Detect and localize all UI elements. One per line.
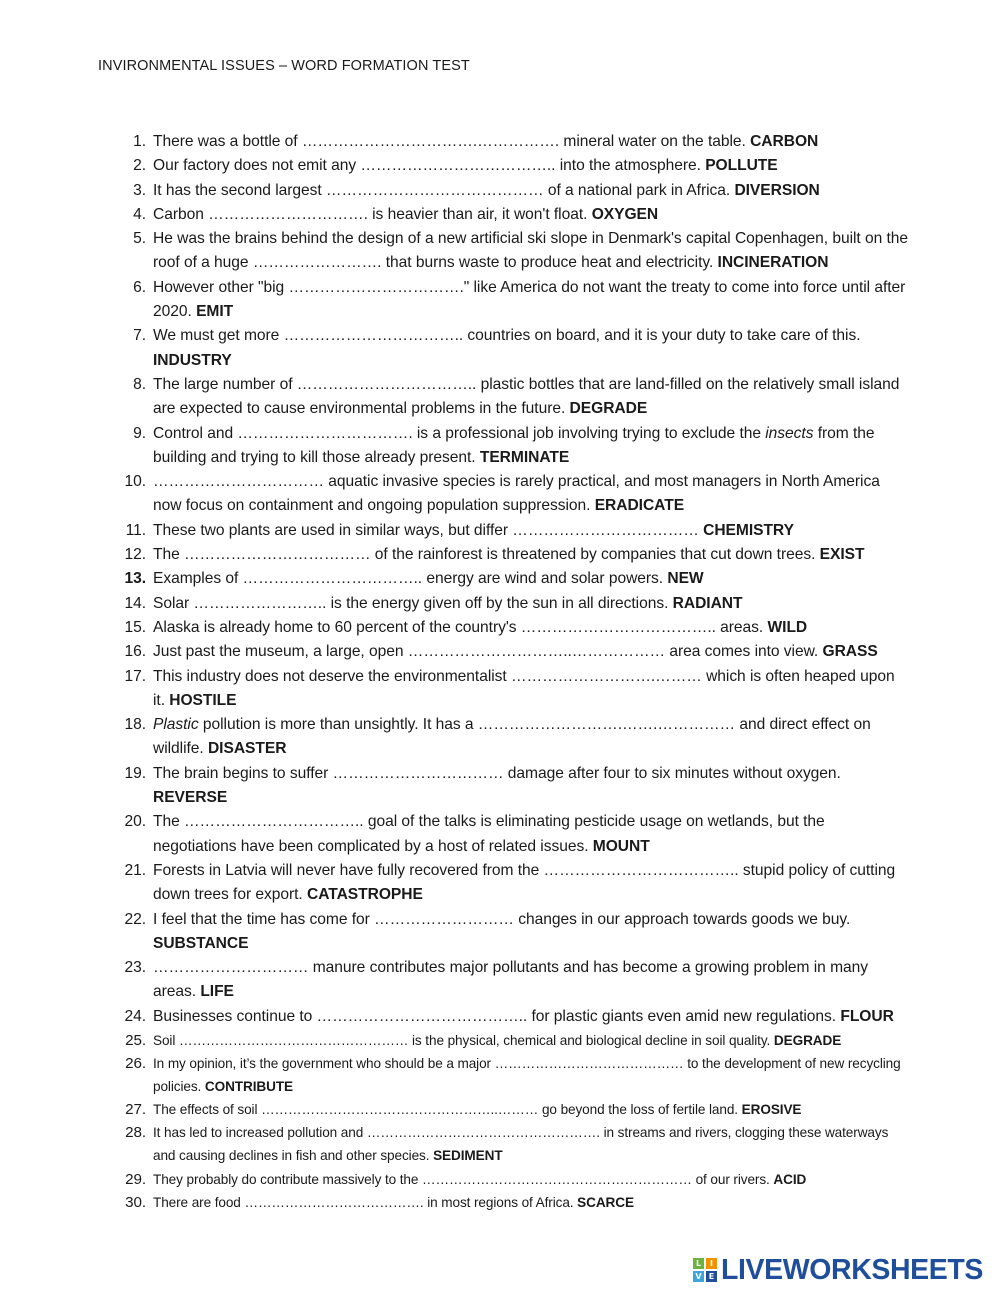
question-item bbox=[120, 859, 910, 908]
question-item bbox=[120, 324, 910, 373]
question-list bbox=[120, 130, 910, 1214]
question-item bbox=[120, 810, 910, 859]
question-keyword: GRASS bbox=[822, 643, 878, 661]
question-keyword: FLOUR bbox=[840, 1007, 894, 1025]
question-text: Our factory does not emit any ……………………………….. into the atmosphere. bbox=[153, 157, 706, 175]
question-number: 20. bbox=[124, 813, 146, 831]
question-number: 28. bbox=[125, 1124, 146, 1142]
question-text: pollution is more than unsightly. It has a ……………………….…….…………… and direct effect on wildlife. bbox=[153, 716, 871, 758]
question-number: 19. bbox=[124, 764, 146, 782]
question-number: 14. bbox=[124, 594, 146, 612]
question-text: They probably do contribute massively to the …………………………………………………… of our rivers. bbox=[153, 1171, 774, 1187]
question-text: He was the brains behind the design of a new artificial ski slope in Denmark's capital Copenhagen, built on the roof of a huge ……………………. that burns waste to produce heat and electricity. bbox=[153, 230, 909, 272]
question-number: 7. bbox=[133, 327, 146, 345]
question-italic-word: Plastic bbox=[153, 716, 199, 734]
question-number: 11. bbox=[125, 521, 146, 539]
question-item bbox=[120, 567, 910, 591]
question-keyword: DEGRADE bbox=[569, 400, 648, 418]
question-text: There are food …………………………………. in most regions of Africa. bbox=[153, 1194, 578, 1210]
question-number: 29. bbox=[125, 1170, 146, 1188]
question-item bbox=[120, 908, 910, 957]
question-item bbox=[120, 203, 910, 227]
question-number: 3. bbox=[133, 181, 146, 199]
question-text: Businesses continue to ………………………………….. for plastic giants even amid new regulations. bbox=[153, 1007, 841, 1025]
question-text: Just past the museum, a large, open …………………………..……………… area comes into view. bbox=[153, 643, 823, 661]
question-item bbox=[120, 640, 910, 664]
question-number: 15. bbox=[124, 618, 146, 636]
logo-mark-letter: V bbox=[693, 1271, 704, 1282]
question-text: There was a bottle of …………………………….……………. mineral water on the table. bbox=[153, 133, 751, 150]
question-item bbox=[120, 713, 910, 762]
question-item bbox=[120, 592, 910, 616]
question-item bbox=[120, 1005, 910, 1029]
question-keyword: REVERSE bbox=[153, 789, 228, 807]
question-text: Carbon …………………………. is heavier than air, it won't float. bbox=[153, 205, 592, 223]
question-text: Alaska is already home to 60 percent of the country's ……………………………….. areas. bbox=[153, 618, 768, 636]
question-keyword: INCINERATION bbox=[717, 254, 829, 272]
question-keyword: DISASTER bbox=[207, 740, 287, 758]
question-keyword: OXYGEN bbox=[591, 205, 659, 223]
question-item bbox=[120, 227, 910, 276]
question-number: 10. bbox=[124, 473, 146, 491]
question-text: The …………………………….. goal of the talks is eliminating pesticide usage on wetlands, but the negotiations have been complicated by a host of related issues. bbox=[153, 813, 825, 855]
question-text: Soil …………………………………………… is the physical, chemical and biological decline in soil quality. bbox=[153, 1032, 774, 1048]
question-item bbox=[120, 762, 910, 811]
question-text: It has led to increased pollution and ……………………………………………. in streams and rivers, clogging these waterways and causing declines in fish and other species. bbox=[153, 1125, 889, 1164]
question-text: The large number of …………………………….. plastic bottles that are land-filled on the relatively small island are expected to cause environmental problems in the future. bbox=[153, 375, 900, 418]
question-number: 26. bbox=[125, 1055, 146, 1073]
question-keyword: SEDIMENT bbox=[433, 1148, 503, 1164]
question-text: The effects of soil ……………………………………………..……… go beyond the loss of fertile land. bbox=[153, 1102, 742, 1118]
question-text: This industry does not deserve the environmentalist ……………………….……… which is often heaped upon it. bbox=[153, 667, 895, 709]
question-number: 17. bbox=[124, 667, 146, 685]
question-item bbox=[120, 665, 910, 714]
question-text: These two plants are used in similar ways, but differ ……………………………… bbox=[153, 521, 704, 539]
question-keyword: DEGRADE bbox=[773, 1032, 842, 1048]
question-keyword: POLLUTE bbox=[705, 157, 778, 175]
question-keyword: EROSIVE bbox=[741, 1102, 802, 1118]
question-text: I feel that the time has come for ……………………… changes in our approach towards goods we buy. bbox=[153, 910, 851, 928]
question-keyword: HOSTILE bbox=[169, 691, 237, 709]
logo-mark-letter: I bbox=[706, 1258, 717, 1269]
question-item bbox=[120, 276, 910, 325]
question-text: Control and ……………………………. is a professional job involving trying to exclude the bbox=[153, 424, 766, 442]
question-item bbox=[120, 154, 910, 178]
question-number: 24. bbox=[124, 1007, 146, 1025]
question-number: 2. bbox=[133, 157, 146, 175]
question-text: ………………………… manure contributes major pollutants and has become a growing problem in many areas. bbox=[153, 959, 868, 1001]
question-number: 9. bbox=[133, 424, 146, 442]
question-text: In my opinion, it’s the government who should be a major …………………………………… to the development of new recycling policies. bbox=[153, 1056, 901, 1095]
question-keyword: ACID bbox=[773, 1171, 807, 1187]
question-text: Solar …………………….. is the energy given off by the sun in all directions. bbox=[153, 594, 673, 612]
question-keyword: CATASTROPHE bbox=[307, 886, 423, 904]
question-item bbox=[120, 470, 910, 519]
question-number: 27. bbox=[125, 1101, 146, 1119]
question-text: However other "big ……………………………." like America do not want the treaty to come into force until after 2020. bbox=[153, 278, 906, 321]
question-number: 18. bbox=[124, 716, 146, 734]
question-keyword: EXIST bbox=[819, 546, 865, 564]
question-keyword: SUBSTANCE bbox=[153, 934, 249, 952]
question-text: It has the second largest …………………………………… of a national park in Africa. bbox=[153, 181, 735, 199]
question-number: 22. bbox=[124, 910, 146, 928]
question-number: 21. bbox=[124, 861, 146, 879]
question-keyword: ERADICATE bbox=[594, 497, 685, 515]
question-keyword: TERMINATE bbox=[479, 448, 570, 466]
question-number: 8. bbox=[133, 375, 146, 393]
question-item bbox=[120, 1029, 910, 1052]
question-text: The brain begins to suffer …………………………… damage after four to six minutes without oxygen. bbox=[153, 764, 841, 782]
question-number: 12. bbox=[124, 546, 146, 564]
liveworksheets-logo bbox=[693, 1254, 983, 1286]
question-text: The ……………………………… of the rainforest is threatened by companies that cut down trees. bbox=[153, 546, 820, 564]
question-keyword: EMIT bbox=[196, 303, 234, 321]
question-keyword: INDUSTRY bbox=[153, 351, 232, 369]
question-keyword: DIVERSION bbox=[734, 181, 820, 199]
question-text: We must get more …………………………….. countries on board, and it is your duty to take care of this. bbox=[153, 327, 861, 345]
question-text: from the building and trying to kill those already present. bbox=[153, 424, 875, 466]
question-item bbox=[120, 616, 910, 640]
question-keyword: CARBON bbox=[750, 133, 819, 150]
question-number: 4. bbox=[133, 205, 146, 223]
question-number: 1. bbox=[133, 133, 146, 150]
question-keyword: SCARCE bbox=[577, 1194, 634, 1210]
question-item bbox=[120, 130, 910, 154]
question-keyword: CONTRIBUTE bbox=[204, 1079, 294, 1095]
question-number: 16. bbox=[124, 643, 146, 661]
question-keyword: WILD bbox=[767, 618, 808, 636]
question-item bbox=[120, 519, 910, 543]
question-number: 30. bbox=[125, 1193, 146, 1211]
question-item bbox=[120, 1052, 910, 1098]
question-item bbox=[120, 373, 910, 422]
logo-mark-letter: E bbox=[706, 1271, 717, 1282]
question-item bbox=[120, 1098, 910, 1121]
logo-mark-icon bbox=[693, 1258, 717, 1282]
question-italic-word: insects bbox=[765, 424, 814, 442]
question-item bbox=[120, 1168, 910, 1191]
question-item bbox=[120, 179, 910, 203]
question-item bbox=[120, 1121, 910, 1167]
question-keyword: CHEMISTRY bbox=[703, 521, 794, 539]
question-keyword: MOUNT bbox=[592, 837, 650, 855]
logo-mark-letter: L bbox=[693, 1258, 704, 1269]
question-number: 6. bbox=[133, 278, 146, 296]
logo-text: LIVEWORKSHEETS bbox=[721, 1253, 984, 1286]
question-text: …………………………… aquatic invasive species is rarely practical, and most managers in North America now focus on containment and ongoing population suppression. bbox=[153, 473, 880, 515]
question-item bbox=[120, 956, 910, 1005]
question-number: 23. bbox=[124, 959, 146, 977]
question-item bbox=[120, 1191, 910, 1214]
question-keyword: NEW bbox=[667, 570, 704, 588]
question-item bbox=[120, 422, 910, 471]
question-text: Forests in Latvia will never have fully recovered from the ……………………………….. stupid policy of cutting down trees for export. bbox=[153, 861, 896, 904]
question-keyword: LIFE bbox=[200, 983, 234, 1001]
question-keyword: RADIANT bbox=[672, 594, 743, 612]
question-number: 5. bbox=[133, 230, 146, 248]
question-number: 25. bbox=[125, 1031, 146, 1049]
question-number: 13. bbox=[124, 570, 146, 588]
page-title: INVIRONMENTAL ISSUES – WORD FORMATION TEST bbox=[98, 58, 470, 74]
question-item bbox=[120, 543, 910, 567]
question-text: Examples of …………………………….. energy are wind and solar powers. bbox=[153, 570, 668, 588]
